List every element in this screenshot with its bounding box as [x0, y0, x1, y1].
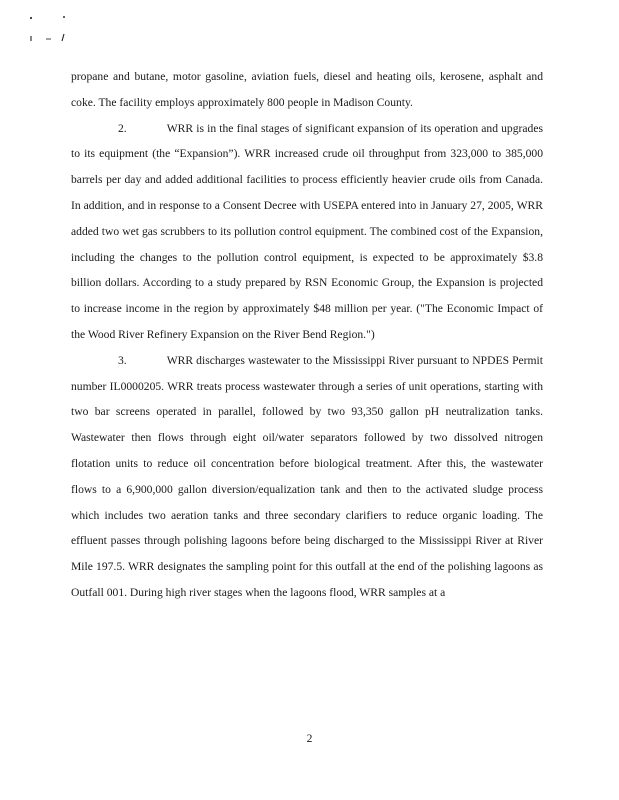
paragraph-text: WRR is in the final stages of significant expansion of its operation and upgrades to its equipment (the “Expansion”). WRR increased crude oil throughput from 323,000 to 385,000 barrels per day and added additional facilities to process efficiently heavier crude oils from Canada. In addition, and in response to a Consent Decree with USEPA entered into in January 27, 2005, WRR added two wet gas scrubbers to its pollution control equipment. The combined cost of the Expansion, including the changes to the pollution control equipment, is expected to be approximately $3.8 billion dollars. According to a study prepared by RSN Economic Group, the Expansion is projected to increase income in the region by approximately $48 million per year. ("The Economic Impact of the Wood River Refinery Expansion on the River Bend Region.") — [71, 121, 543, 341]
document-body — [71, 64, 543, 606]
paragraph-number: 2. — [118, 121, 127, 135]
paragraph-number: 3. — [118, 353, 127, 367]
scan-artifact-marks — [22, 12, 82, 48]
paragraph-2 — [71, 116, 543, 348]
paragraph-text: WRR discharges wastewater to the Mississippi River pursuant to NPDES Permit number IL0000205. WRR treats process wastewater through a series of unit operations, starting with two bar screens operated in parallel, followed by two 93,350 gallon pH neutralization tanks. Wastewater then flows through eight oil/water separators followed by two dissolved nitrogen flotation units to reduce oil concentration before biological treatment. After this, the wastewater flows to a 6,900,000 gallon diversion/equalization tank and then to the activated sludge process which includes two aeration tanks and three secondary clarifiers to reduce organic loading. The effluent passes through polishing lagoons before being discharged to the Mississippi River at River Mile 197.5. WRR designates the sampling point for this outfall at the end of the polishing lagoons as Outfall 001. During high river stages when the lagoons flood, WRR samples at a — [71, 353, 543, 599]
continuation-paragraph: propane and butane, motor gasoline, aviation fuels, diesel and heating oils, kerosene, asphalt and coke. The facility employs approximately 800 people in Madison County. — [71, 70, 543, 109]
paragraph-3 — [71, 348, 543, 606]
page-number: 2 — [306, 732, 313, 745]
